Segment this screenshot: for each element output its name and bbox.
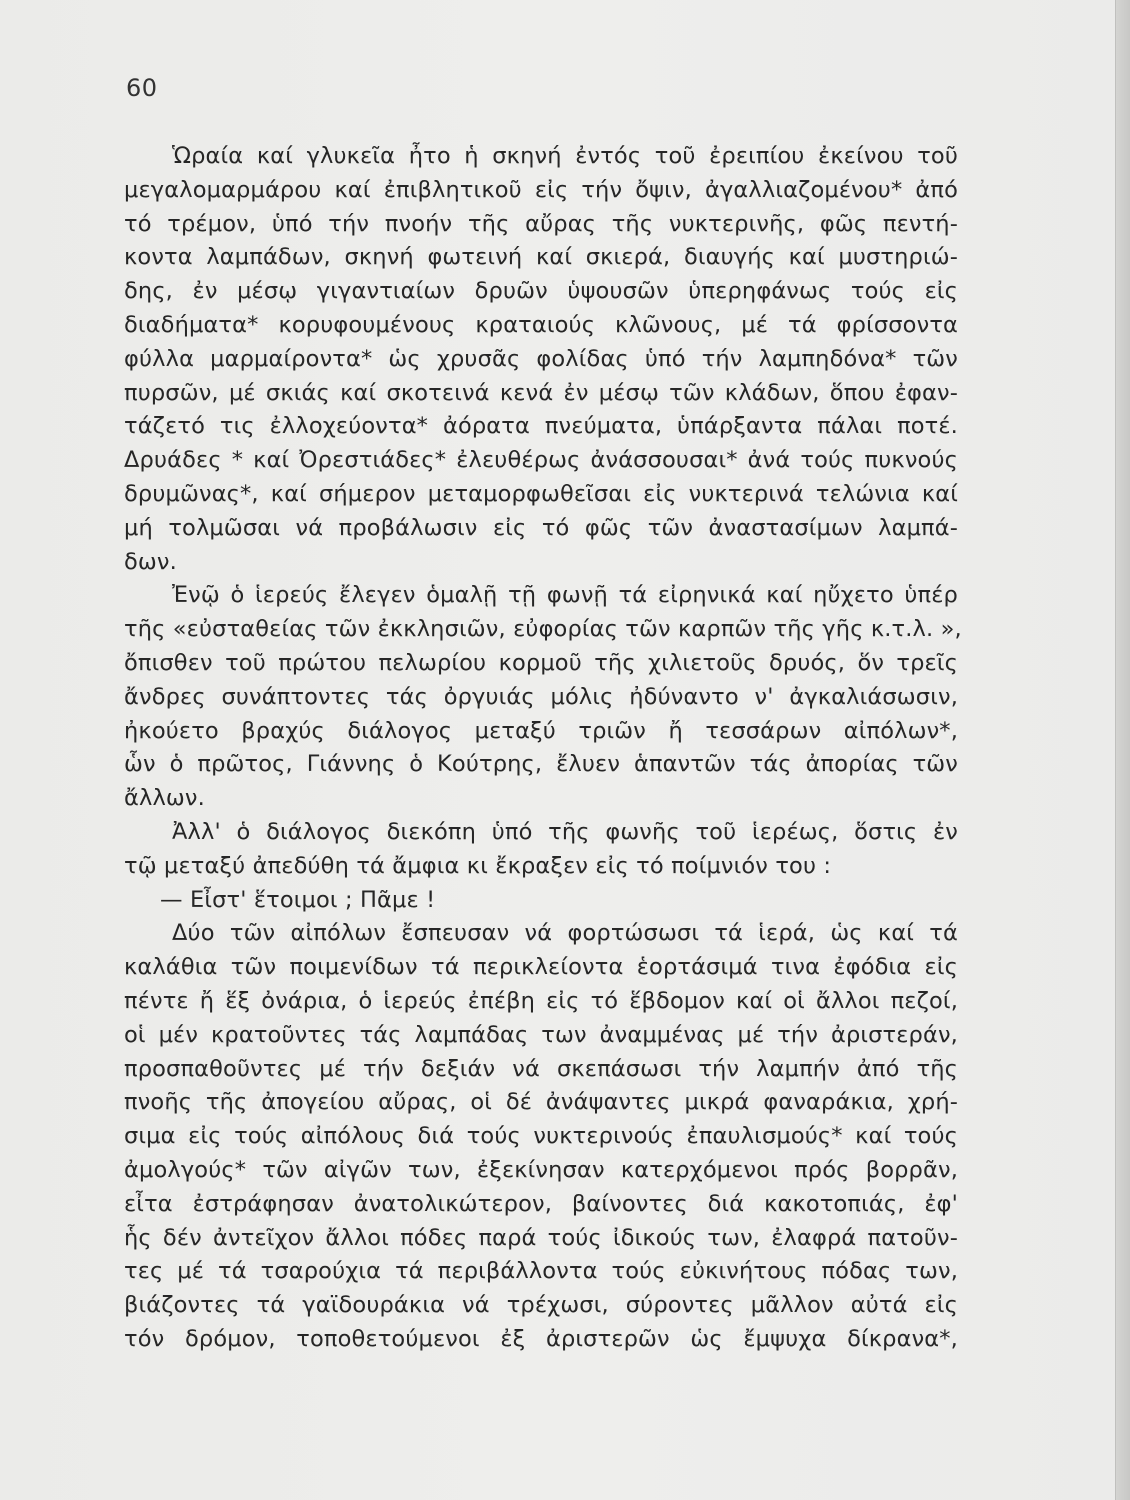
text-line: πέντε ἤ ἕξ ὀνάρια, ὁ ἱερεύς ἐπέβη εἰς τό ἕβδομον καί οἱ ἄλλοι πεζοί, <box>124 987 958 1014</box>
text-line: οἱ μέν κρατοῦντες τάς λαμπάδας των ἀναμμένας μέ τήν ἀριστεράν, <box>124 1021 958 1048</box>
page-number: 60 <box>126 74 158 102</box>
text-line: βιάζοντες τά γαϊδουράκια νά τρέχωσι, σύροντες μᾶλλον αὐτά εἰς <box>124 1292 958 1319</box>
text-line: εἶτα ἐστράφησαν ἀνατολικώτερον, βαίνοντες διά κακοτοπιάς, ἐφ' <box>124 1190 958 1217</box>
text-line: προσπαθοῦντες μέ τήν δεξιάν νά σκεπάσωσι τήν λαμπήν ἀπό τῆς <box>124 1055 958 1082</box>
text-line: Ἐνῷ ὁ ἱερεύς ἔλεγεν ὁμαλῇ τῇ φωνῇ τά εἰρηνικά καί ηὔχετο ὑπέρ <box>172 582 958 609</box>
text-line: ἀμολγούς* τῶν αἰγῶν των, ἐξεκίνησαν κατερχόμενοι πρός βορρᾶν, <box>124 1156 958 1183</box>
text-line: ἄνδρες συνάπτοντες τάς ὀργυιάς μόλις ἠδύναντο ν' ἀγκαλιάσωσιν, <box>124 683 958 710</box>
text-line: ἧς δέν ἀντεῖχον ἄλλοι πόδες παρά τούς ἰδικούς των, ἐλαφρά πατοῦν- <box>124 1224 958 1251</box>
text-line: πυρσῶν, μέ σκιάς καί σκοτεινά κενά ἐν μέσῳ τῶν κλάδων, ὅπου ἐφαν- <box>124 379 958 406</box>
text-line: ἄλλων. <box>124 785 205 812</box>
text-line: τες μέ τά τσαρούχια τά περιβάλλοντα τούς εὐκινήτους πόδας των, <box>124 1258 958 1285</box>
text-line: Δρυάδες * καί Ὀρεστιάδες* ἐλευθέρως ἀνάσσουσαι* ἀνά τούς πυκνούς <box>124 447 958 474</box>
text-line: φύλλα μαρμαίροντα* ὡς χρυσᾶς φολίδας ὑπό τήν λαμπηδόνα* τῶν <box>124 345 958 372</box>
text-line: κοντα λαμπάδων, σκηνή φωτεινή καί σκιερά, διαυγής καί μυστηριώ- <box>124 244 958 271</box>
page-edge <box>1115 0 1130 1500</box>
text-line: — Εἶστ' ἕτοιμοι ; Πᾶμε ! <box>160 886 436 913</box>
text-line: Ὡραία καί γλυκεῖα ἦτο ἡ σκηνή ἐντός τοῦ ἐρειπίου ἐκείνου τοῦ <box>172 143 958 169</box>
body-text <box>124 140 962 1357</box>
text-line: διαδήματα* κορυφουμένους κραταιούς κλῶνους, μέ τά φρίσσοντα <box>124 311 958 338</box>
text-line: τῷ μεταξύ ἀπεδύθη τά ἄμφια κι ἔκραξεν εἰς τό ποίμνιόν του : <box>124 852 832 879</box>
text-line: τό τρέμον, ὑπό τήν πνοήν τῆς αὔρας τῆς νυκτερινῆς, φῶς πεντή- <box>124 210 958 237</box>
text-line: καλάθια τῶν ποιμενίδων τά περικλείοντα ἑορτάσιμά τινα ἐφόδια εἰς <box>124 954 958 981</box>
text-line: Ἀλλ' ὁ διάλογος διεκόπη ὑπό τῆς φωνῆς τοῦ ἱερέως, ὅστις ἐν <box>172 818 958 845</box>
text-line: ὄπισθεν τοῦ πρώτου πελωρίου κορμοῦ τῆς χιλιετοῦς δρυός, ὅν τρεῖς <box>124 649 958 676</box>
text-line: ὧν ὁ πρῶτος, Γιάννης ὁ Κούτρης, ἔλυεν ἁπαντῶν τάς ἀπορίας τῶν <box>124 751 958 778</box>
text-line: τάζετό τις ἐλλοχεύοντα* ἀόρατα πνεύματα, ὑπάρξαντα πάλαι ποτέ. <box>124 413 958 440</box>
text-line: τῆς «εὐσταθείας τῶν ἐκκλησιῶν, εὐφορίας τῶν καρπῶν τῆς γῆς κ.τ.λ. », <box>124 616 962 643</box>
text-line: μεγαλομαρμάρου καί ἐπιβλητικοῦ εἰς τήν ὄψιν, ἀγαλλιαζομένου* ἀπό <box>124 176 958 203</box>
text-line: ἠκούετο βραχύς διάλογος μεταξύ τριῶν ἤ τεσσάρων αἰπόλων*, <box>124 717 958 744</box>
text-line: δων. <box>124 548 177 575</box>
text-line: Δύο τῶν αἰπόλων ἔσπευσαν νά φορτώσωσι τά ἱερά, ὡς καί τά <box>172 920 958 947</box>
text-line: σιμα εἰς τούς αἰπόλους διά τούς νυκτερινούς ἐπαυλισμούς* καί τούς <box>124 1123 958 1150</box>
text-line: μή τολμῶσαι νά προβάλωσιν εἰς τό φῶς τῶν ἀναστασίμων λαμπά- <box>124 514 958 541</box>
text-line: τόν δρόμον, τοποθετούμενοι ἐξ ἀριστερῶν ὡς ἔμψυχα δίκρανα*, <box>124 1325 958 1352</box>
text-line: δης, ἐν μέσῳ γιγαντιαίων δρυῶν ὑψουσῶν ὑπερηφάνως τούς εἰς <box>124 278 958 305</box>
text-line: πνοῆς τῆς ἀπογείου αὔρας, οἱ δέ ἀνάψαντες μικρά φαναράκια, χρή- <box>124 1089 958 1116</box>
text-line: δρυμῶνας*, καί σήμερον μεταμορφωθεῖσαι εἰς νυκτερινά τελώνια καί <box>124 480 958 507</box>
